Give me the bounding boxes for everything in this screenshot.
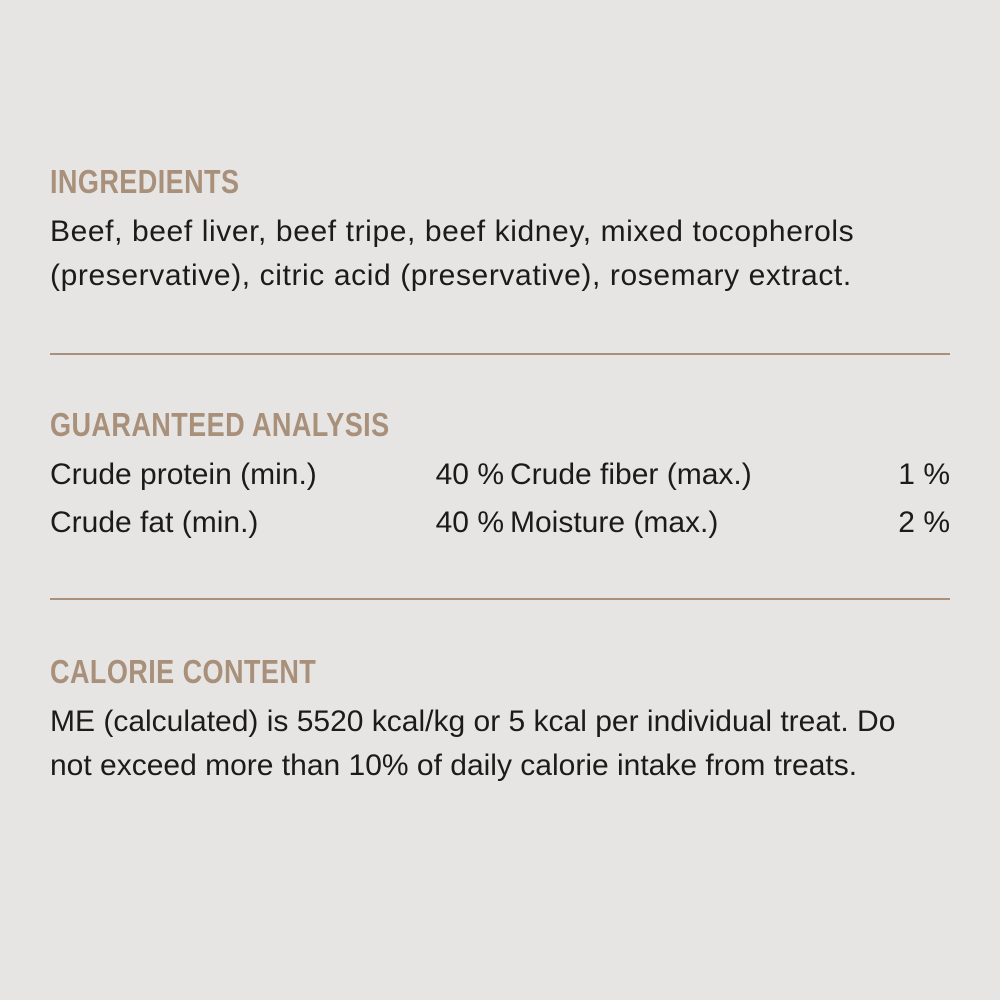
analysis-label: Moisture (max.) xyxy=(510,505,719,539)
analysis-value: 2 % xyxy=(898,505,950,539)
guaranteed-analysis-section xyxy=(50,408,950,545)
nutrition-label-panel xyxy=(50,0,950,1000)
divider-2 xyxy=(50,598,950,600)
analysis-label: Crude fat (min.) xyxy=(50,505,259,539)
analysis-label: Crude fiber (max.) xyxy=(510,458,752,491)
analysis-value: 40 % xyxy=(435,505,504,539)
calorie-content-text: ME (calculated) is 5520 kcal/kg or 5 kcal per individual treat. Do not exceed more than 10% of daily calorie intake from treats. xyxy=(50,705,896,783)
guaranteed-analysis-heading: GUARANTEED ANALYSIS xyxy=(50,406,390,443)
calorie-content-heading: CALORIE CONTENT xyxy=(50,653,317,690)
ingredients-heading: INGREDIENTS xyxy=(50,163,240,200)
guaranteed-analysis-table xyxy=(50,453,950,545)
analysis-value: 1 % xyxy=(898,458,950,491)
calorie-content-section xyxy=(50,655,950,789)
ingredients-section xyxy=(50,165,950,299)
divider-1 xyxy=(50,353,950,355)
analysis-value: 40 % xyxy=(435,458,504,491)
analysis-label: Crude protein (min.) xyxy=(50,458,317,491)
ingredients-text: Beef, beef liver, beef tripe, beef kidney, mixed tocopherols (preservative), citric acid (preservative), rosemary extract. xyxy=(50,215,855,293)
